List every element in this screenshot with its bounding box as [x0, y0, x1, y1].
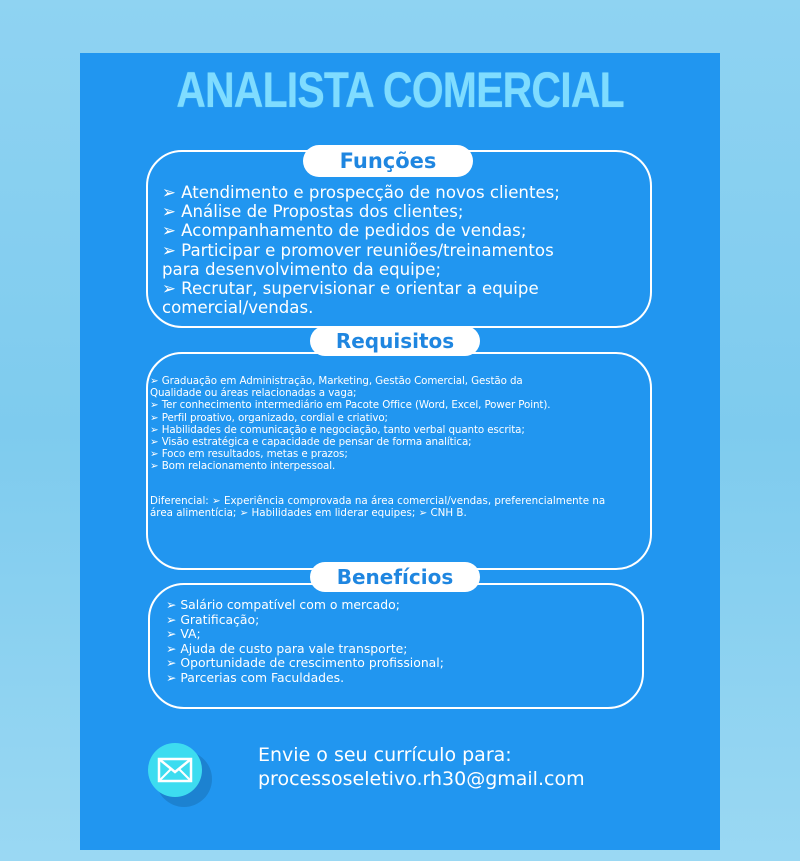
list-item: ➢ Parcerias com Faculdades. [166, 669, 345, 685]
contact-label: Envie o seu currículo para: [258, 744, 512, 766]
diferencial-text: Diferencial: ➢ Experiência comprovada na área comercial/vendas, preferencialmente na área alimentícia; ➢ Habilidades em liderar equipes; ➢ CNH B. [150, 495, 606, 520]
list-item: Qualidade ou áreas relacionadas a vaga; [150, 387, 357, 400]
list-item: ➢ Bom relacionamento interpessoal. [150, 460, 336, 473]
mail-icon [148, 743, 202, 797]
list-item: ➢ Participar e promover reuniões/treinamentos [162, 240, 554, 260]
list-item: ➢ Salário compatível com o mercado; [166, 597, 400, 612]
list-item: ➢ Ter conhecimento intermediário em Pacote Office (Word, Excel, Power Point). [150, 399, 551, 412]
envelope-icon [148, 743, 202, 797]
list-item: ➢ Perfil proativo, organizado, cordial e criativo; [150, 411, 388, 424]
funcoes-heading: Funções [303, 145, 473, 177]
job-title: ANALISTA COMERCIAL [176, 62, 624, 118]
list-item: ➢ Atendimento e prospecção de novos clientes; [162, 183, 560, 202]
list-item: ➢ Graduação em Administração, Marketing, Gestão Comercial, Gestão da [150, 375, 523, 387]
funcoes-list [162, 183, 560, 317]
list-item: ➢ Visão estratégica e capacidade de pensar de forma analítica; [150, 436, 472, 449]
contact-email[interactable]: processoseletivo.rh30@gmail.com [258, 768, 585, 790]
list-item: ➢ Análise de Propostas dos clientes; [162, 202, 464, 222]
list-item: ➢ Recrutar, supervisionar e orientar a equipe [162, 279, 539, 299]
list-item: ➢ Foco em resultados, metas e prazos; [150, 448, 348, 461]
list-item: ➢ Oportunidade de crescimento profissional; [166, 655, 444, 671]
list-item: ➢ VA; [166, 626, 201, 642]
requisitos-heading: Requisitos [310, 326, 480, 356]
list-item: para desenvolvimento da equipe; [162, 259, 442, 279]
list-item: comercial/vendas. [162, 298, 314, 318]
list-item: ➢ Gratificação; [166, 611, 260, 627]
beneficios-list [166, 598, 444, 686]
requisitos-list [150, 375, 550, 473]
contact-block [258, 743, 585, 791]
list-item: ➢ Habilidades de comunicação e negociação, tanto verbal quanto escrita; [150, 423, 525, 436]
beneficios-heading: Benefícios [310, 562, 480, 592]
list-item: ➢ Ajuda de custo para vale transporte; [166, 640, 408, 656]
job-poster [80, 53, 720, 850]
list-item: ➢ Acompanhamento de pedidos de vendas; [162, 221, 527, 241]
